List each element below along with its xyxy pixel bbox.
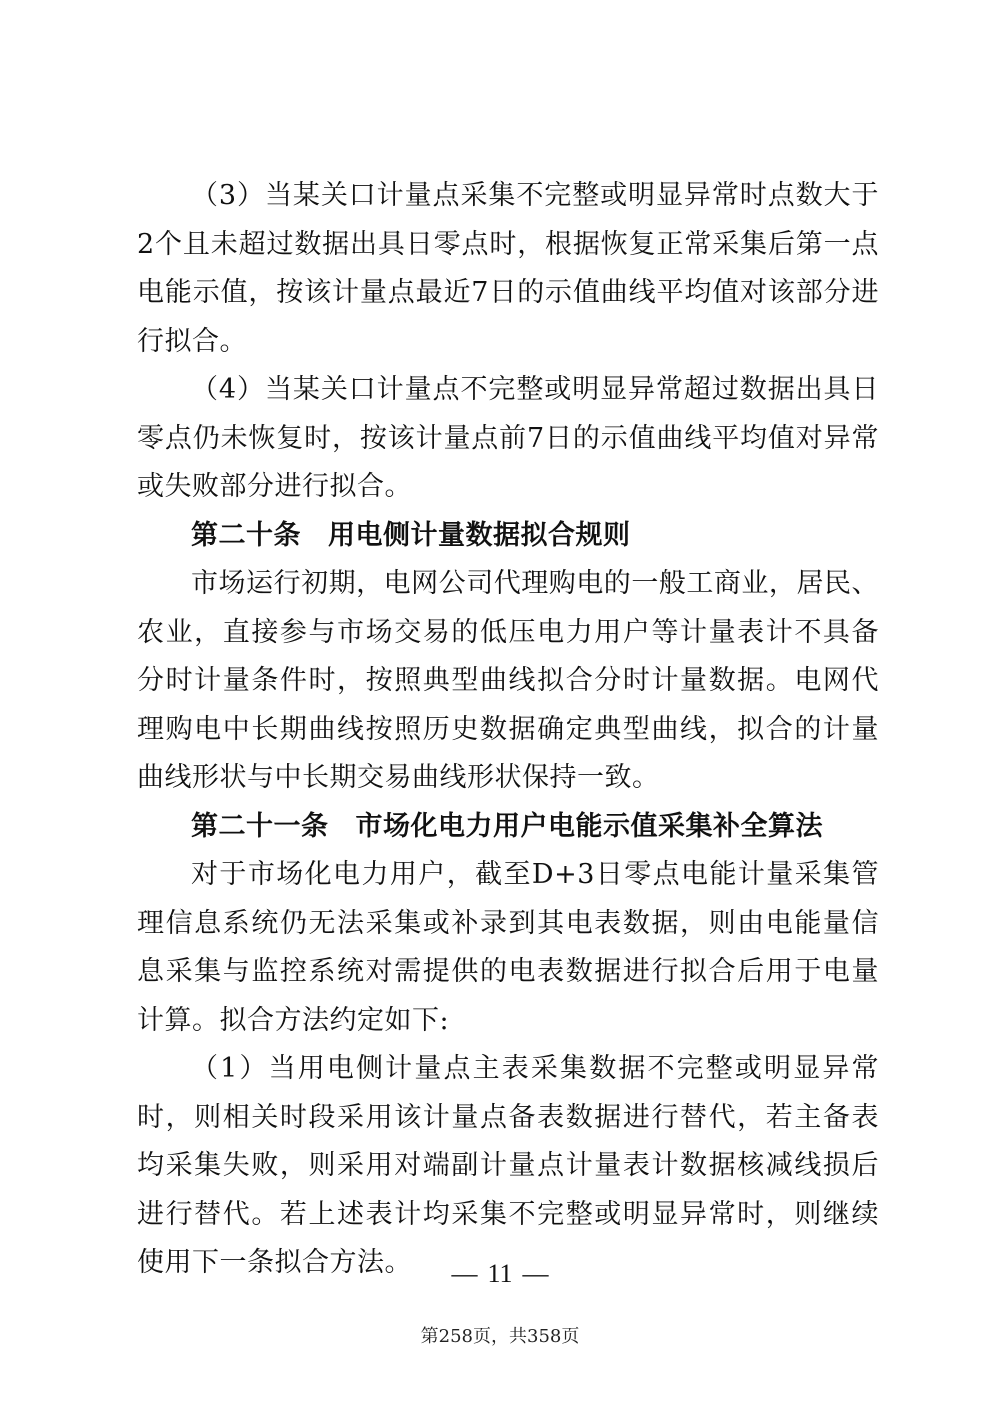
paragraph-4: （4）当某关口计量点不完整或明显异常超过数据出具日零点仍未恢复时，按该计量点前7日的示值曲线平均值对异常或失败部分进行拟合。 bbox=[137, 374, 879, 502]
article-21-item-1: （1）当用电侧计量点主表采集数据不完整或明显异常时，则相关时段采用该计量点备表数据进行替代，若主备表均采集失败，则采用对端副计量点计量表计数据核减线损后进行替代。若上述表计均采集不完整或明显异常时，则继续使用下一条拟合方法。 bbox=[137, 1053, 879, 1278]
article-20-heading bbox=[137, 512, 879, 561]
article-21-number: 第二十一条 bbox=[191, 810, 329, 842]
article-21-heading bbox=[137, 803, 879, 852]
dash-left-icon: — bbox=[451, 1259, 478, 1288]
dash-right-icon: — bbox=[522, 1259, 549, 1288]
article-20-title: 用电侧计量数据拟合规则 bbox=[328, 519, 631, 551]
page-number-value: 11 bbox=[487, 1259, 513, 1288]
article-21-title: 市场化电力用户电能示值采集补全算法 bbox=[355, 810, 823, 842]
page-footer: 第258页，共358页 bbox=[420, 1326, 580, 1347]
article-20-body: 市场运行初期，电网公司代理购电的一般工商业，居民、农业，直接参与市场交易的低压电力用户等计量表计不具备分时计量条件时，按照典型曲线拟合分时计量数据。电网代理购电中长期曲线按照历史数据确定典型曲线，拟合的计量曲线形状与中长期交易曲线形状保持一致。 bbox=[137, 568, 879, 793]
page-number bbox=[0, 1256, 1000, 1292]
document-body bbox=[137, 172, 879, 1288]
article-20-number: 第二十条 bbox=[191, 519, 301, 551]
paragraph-3: （3）当某关口计量点采集不完整或明显异常时点数大于2个且未超过数据出具日零点时，根据恢复正常采集后第一点电能示值，按该计量点最近7日的示值曲线平均值对该部分进行拟合。 bbox=[137, 180, 879, 357]
article-21-body: 对于市场化电力用户，截至D+3日零点电能计量采集管理信息系统仍无法采集或补录到其电表数据，则由电能量信息采集与监控系统对需提供的电表数据进行拟合后用于电量计算。拟合方法约定如下: bbox=[137, 859, 879, 1036]
